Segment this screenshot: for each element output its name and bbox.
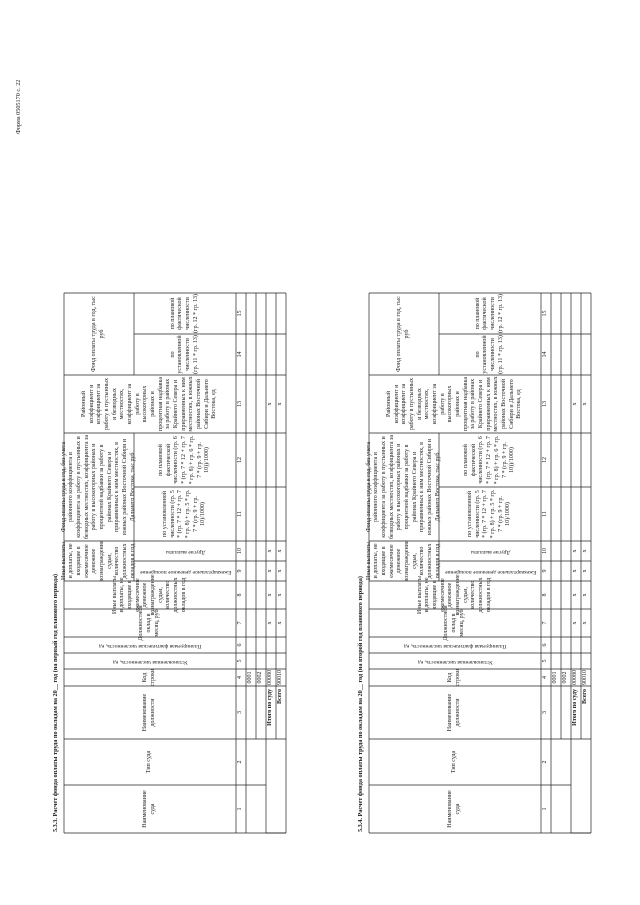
vsego-mark: x [582,569,589,573]
header-drugie: Другие выплаты [165,549,205,555]
header-kod-stroki: Код строки [142,668,156,687]
vsego-mark: x [582,402,589,406]
column-number-2: 2 [237,760,244,764]
column-number-10: 10 [237,548,244,554]
column-number-15: 15 [542,310,549,317]
header-po-ustanovlennoy-b: по установленной численности (гр. 11 * гр. 13) [169,335,199,374]
form-number: Форма 0505170 с. 22 [15,79,23,134]
header-planiruemaya: Планируемая фактическая численность, ед [404,643,507,649]
vsego-mark: x [277,402,284,406]
header-rayonnyy: Районный коэффициент и коэффициент за работу в пустынных и безводных местностях, коэффициент за работу в высокогорных районах и процентная надбавка за работу в районах Крайнего Севера и приравненных к ним местностях, в южных районах Восточной Сибири и Дальнего Востока, ед [385,376,523,432]
column-number-9: 9 [237,569,244,573]
vsego-mark: x [582,593,589,597]
header-dolzhnost: Наименование должности [447,693,461,732]
header-fond-v-god: Фонд оплаты труда в год, тыс руб [396,296,410,372]
header-naimenovanie-suda: Наименование суда [142,790,156,828]
column-number-4: 4 [237,676,244,679]
header-fond-v-god: Фонд оплаты труда в год, тыс руб [91,296,105,372]
column-number-8: 8 [237,593,244,597]
column-number-15: 15 [237,310,244,317]
vsego-mark: x [582,621,589,625]
header-kod-stroki: Код строки [447,668,461,687]
vsego-mark: x [277,569,284,573]
header-dolzhnost: Наименование должности [142,693,156,732]
table-title-2: 5.3.4. Расчет фонда оплаты труда по окладам на 20__ год (на второй год планового периода) [357,576,365,832]
header-ezhekvartalnoe: Ежеквартальное денежное поощрение [444,569,536,575]
itogo-label: Итого по суду [267,689,274,726]
column-number-13: 13 [542,401,549,407]
column-number-8: 8 [542,593,549,597]
header-tip-suda: Тип суда [146,750,153,774]
vsego-mark: x [277,549,284,553]
column-number-6: 6 [542,643,549,647]
vsego-code: 90010 [582,670,589,685]
itogo-label: Итого по суду [572,689,579,726]
column-number-1: 1 [542,807,549,811]
vsego-mark: x [277,621,284,625]
header-ustanovlennaya: Установленная численность, ед [112,659,188,665]
header-dolzhnostnoy-oklad: Должностной оклад в месяц, руб [138,605,160,641]
header-fond-group: Фонд оплаты труда в год, без учета районного коэффициента и коэффициента за работу в пустынных и безводных местностях, коэффициента за работу в высокогорных районах и процентной надбавки за работу в районах Крайнего Севера и приравненных к ним местностях, в южных районах Восточной Сибири и Дальнего Востока, тыс руб [60,434,136,540]
vsego-mark: x [582,549,589,553]
header-naimenovanie-suda: Наименование суда [447,790,461,828]
header-ustanovlennaya: Установленная численность, ед [417,659,493,665]
header-po-planovoy-a: по плановой фактической численности (гр. 6 * (гр. 7 * 12 + гр. 7 * гр. 8) + гр. 6 * гр. 7 * (гр. 9 + гр. 10))/1000) [158,435,211,485]
header-po-planovoy-b: по плановой фактической численности (гр. 12 * гр. 13) [474,294,504,333]
row-code-2: 0002 [562,671,569,684]
header-po-ustanovlennoy-a: по установленной численности (гр. 5 * (гр. 7 * 12 + гр. 7 * гр. 8) + гр. 5 * гр. 7 * (гр. 9 + гр. 10)/1000) [466,489,512,539]
column-number-3: 3 [237,711,244,714]
column-number-14: 14 [237,351,244,358]
header-po-planovoy-b: по плановой фактической численности (гр. 12 * гр. 13) [169,294,199,333]
table-title-1: 5.3.3. Расчет фонда оплаты труда по окладам на 20__ год (на первый год планового периода) [52,573,60,832]
itogo-mark: x [572,621,579,625]
column-number-4: 4 [542,676,549,679]
vsego-label: Всего [277,689,284,704]
column-number-3: 3 [542,711,549,714]
itogo-mark: x [267,549,274,553]
itogo-mark: x [267,621,274,625]
header-rayonnyy: Районный коэффициент и коэффициент за работу в пустынных и безводных местностях, коэффициент за работу в высокогорных районах и процентная надбавка за работу в районах Крайнего Севера и приравненных к ним местностях, в южных районах Восточной Сибири и Дальнего Востока, ед [80,376,218,432]
header-drugie: Другие выплаты [470,549,510,555]
header-po-ustanovlennoy-a: по установленной численности (гр. 5 * (гр. 7 * 12 + гр. 7 * гр. 8) + гр. 5 * гр. 7 * (гр. 9 + гр. 10)/1000) [161,489,207,539]
column-number-13: 13 [237,401,244,407]
column-number-2: 2 [542,760,549,764]
column-number-11: 11 [237,511,244,517]
column-number-1: 1 [237,807,244,811]
itogo-code: 00080 [572,670,579,685]
column-number-7: 7 [542,621,549,625]
column-number-6: 6 [237,643,244,647]
column-number-9: 9 [542,569,549,573]
header-inye-vyplaty-col8: Иные выплаты и доплаты, не входящие в ежемесячное денежное вознаграждение судьи, количество должностных окладов в год [111,574,187,616]
header-fond-group: Фонд оплаты труда в год, без учета районного коэффициента и коэффициента за работу в пустынных и безводных местностях, коэффициента за работу в высокогорных районах и процентной надбавки за работу в районах Крайнего Севера и приравненных к ним местностях, в южных районах Восточной Сибири и Дальнего Востока, тыс руб [365,434,441,540]
vsego-label: Всего [582,689,589,704]
header-po-planovoy-a: по плановой фактической численности (гр. 6 * (гр. 7 * 12 + гр. 7 * гр. 8) + гр. 6 * гр. 7 * (гр. 9 + гр. 10))/1000) [463,435,516,485]
column-number-7: 7 [237,621,244,625]
column-number-11: 11 [542,511,549,517]
itogo-mark: x [267,569,274,573]
itogo-mark: x [267,593,274,597]
header-dolzhnostnoy-oklad: Должностной оклад в месяц, руб [443,605,465,641]
header-inye-vyplaty-group: Иные выплаты и доплаты, не входящие в ежемесячное денежное вознаграждение судьи, количество должностных окладов в год [60,540,136,582]
header-inye-vyplaty-group: Иные выплаты и доплаты, не входящие в ежемесячное денежное вознаграждение судьи, количество должностных окладов в год [365,540,441,582]
column-number-5: 5 [237,659,244,663]
header-tip-suda: Тип суда [451,750,458,774]
column-number-12: 12 [542,457,549,463]
header-planiruemaya: Планируемая фактическая численность, ед [99,643,202,649]
header-po-ustanovlennoy-b: по установленной численности (гр. 11 * гр. 13) [474,335,504,374]
column-number-10: 10 [542,548,549,554]
row-code-1: 0001 [552,671,559,684]
column-number-5: 5 [542,659,549,663]
itogo-mark: x [572,402,579,406]
itogo-mark: x [267,402,274,406]
header-inye-vyplaty-col8: Иные выплаты и доплаты, не входящие в ежемесячное денежное вознаграждение судьи, количество должностных окладов в год [416,574,492,616]
row-code-2: 0002 [257,671,264,684]
itogo-mark: x [572,593,579,597]
vsego-mark: x [277,593,284,597]
column-number-14: 14 [542,351,549,358]
row-code-1: 0001 [247,671,254,684]
itogo-mark: x [572,569,579,573]
column-number-12: 12 [237,457,244,463]
itogo-mark: x [572,549,579,553]
header-ezhekvartalnoe: Ежеквартальное денежное поощрение [139,569,231,575]
vsego-code: 90010 [277,670,284,685]
itogo-code: 00080 [267,670,274,685]
